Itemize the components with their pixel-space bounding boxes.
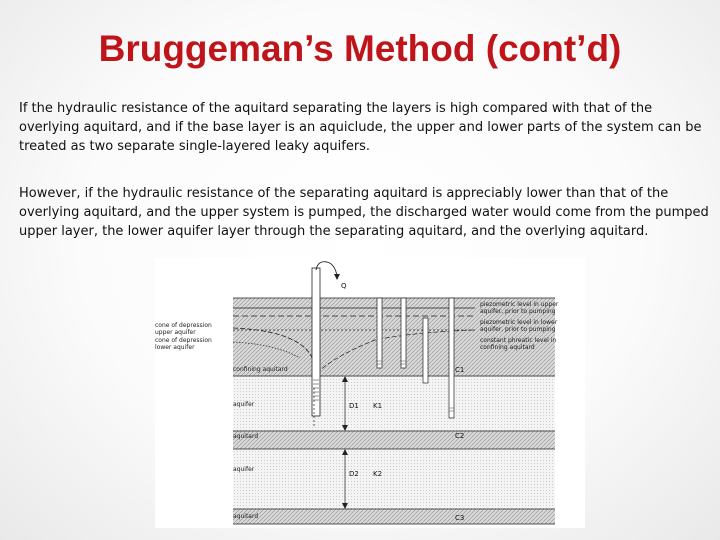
- label-aquitard-2: aquitard: [233, 513, 259, 520]
- label-cone-lower-1: cone of depression: [155, 337, 212, 344]
- label-piezo-upper-2: aquifer, prior to pumping: [480, 308, 556, 315]
- label-phreatic-2: confining aquitard: [480, 344, 535, 351]
- label-piezo-upper-1: piezometric level in upper: [480, 301, 559, 308]
- aquifer-diagram-svg: [155, 258, 585, 528]
- label-k1: K1: [373, 402, 383, 410]
- label-d1: D1: [349, 402, 359, 410]
- label-c2: C2: [455, 432, 465, 440]
- label-c1: C1: [455, 366, 465, 374]
- label-q: Q: [341, 282, 347, 290]
- label-c3: C3: [455, 514, 465, 522]
- label-cone-upper-1: cone of depression: [155, 322, 212, 329]
- upper-aquifer-layer: [233, 376, 555, 431]
- label-piezo-lower-1: piezometric level in lower: [480, 319, 558, 326]
- label-aquitard-1: aquitard: [233, 433, 259, 440]
- label-cone-lower-2: lower aquifer: [155, 344, 195, 351]
- paragraph-1: If the hydraulic resistance of the aquitard separating the layers is high compared with that of the overlying aquitard, and if the base layer is an aquiclude, the upper and lower parts of the system can be treated as two separate single-layered leaky aquifers.: [19, 101, 702, 154]
- paragraph-2: However, if the hydraulic resistance of the separating aquitard is appreciably lower than that of the overlying aquitard, and the upper system is pumped, the discharged water would come from the pumped upper layer, the lower aquifer layer through the separating aquitard, and the overlying aquitard.: [19, 186, 709, 239]
- label-phreatic-1: constant phreatic level in: [480, 337, 557, 344]
- base-aquitard-layer: [233, 509, 555, 524]
- label-confining-aquitard: confining aquitard: [233, 366, 288, 373]
- aquifer-diagram: [155, 258, 585, 528]
- separating-aquitard-layer: [233, 431, 555, 449]
- label-aquifer-1: aquifer: [233, 401, 255, 408]
- label-cone-upper-2: upper aquifer: [155, 329, 196, 336]
- label-piezo-lower-2: aquifer, prior to pumping: [480, 326, 556, 333]
- label-d2: D2: [349, 470, 359, 478]
- lower-aquifer-layer: [233, 449, 555, 509]
- label-aquifer-2: aquifer: [233, 466, 255, 473]
- pumped-well: [312, 268, 320, 416]
- slide-title: Bruggeman’s Method (cont’d): [98, 28, 622, 69]
- label-k2: K2: [373, 470, 383, 478]
